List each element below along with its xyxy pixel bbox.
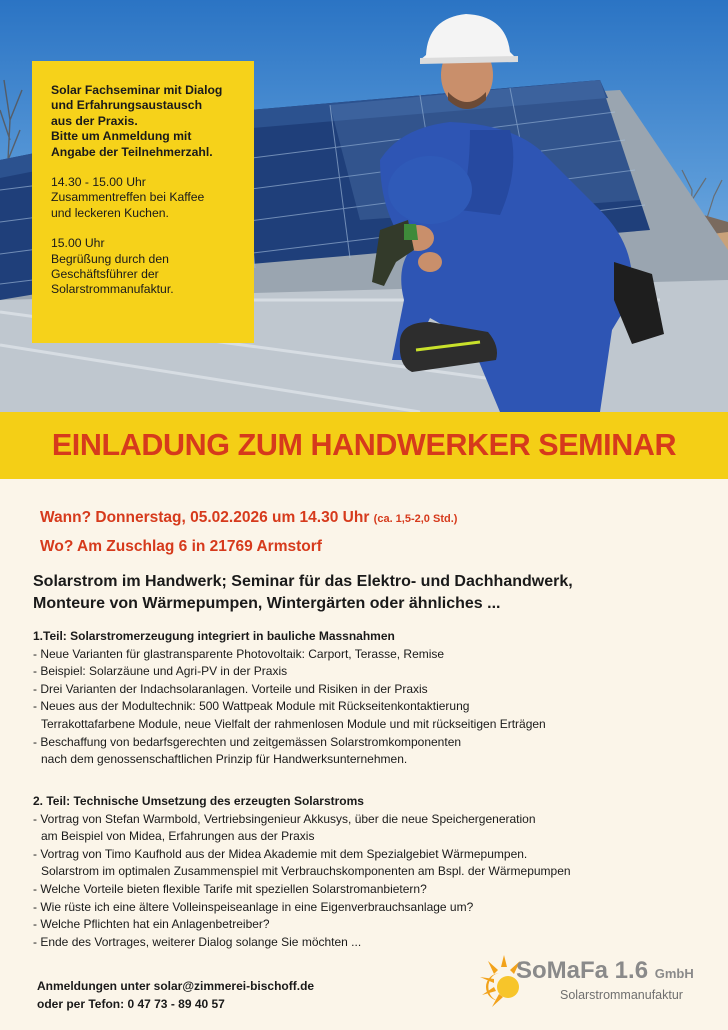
event-date: Wann? Donnerstag, 05.02.2026 um 14.30 Uhr (ca. 1,5-2,0 Std.)	[40, 509, 458, 526]
list-item: - Ende des Vortrages, weiterer Dialog solange Sie möchten ...	[33, 934, 362, 949]
list-item: - Drei Varianten der Indachsolaranlagen. Vorteile und Risiken in der Praxis	[33, 681, 428, 696]
event-location: Wo? Am Zuschlag 6 in 21769 Armstorf	[40, 538, 322, 555]
list-item: nach dem genossenschaftlichen Prinzip für Handwerksunternehmen.	[41, 752, 408, 767]
duration-note: (ca. 1,5-2,0 Std.)	[373, 513, 458, 525]
logo-tagline: Solarstrommanufaktur	[560, 988, 683, 1002]
list-item: - Beschaffung von bedarfsgerechten und zeitgemässen Solarstromkomponenten	[33, 734, 462, 749]
seminar-headline: Solarstrom im Handwerk; Seminar für das Elektro- und Dachhandwerk, Monteure von Wärmepumpen, Wintergärten oder ähnliches ...	[33, 573, 573, 612]
list-item: - Wie rüste ich eine ältere Volleinspeiseanlage in eine Eigenverbrauchsanlage um?	[33, 899, 474, 914]
list-item: Terrakottafarbene Module, neue Vielfalt der rahmenlosen Module und mit rückseitigen Erträgen	[41, 716, 546, 731]
list-item: - Neues aus der Modultechnik: 500 Wattpeak Module mit Rückseitenkontaktierung	[33, 699, 470, 714]
list-item: am Beispiel von Midea, Erfahrungen aus der Praxis	[41, 829, 315, 844]
logo-name: SoMaFa 1.6 GmbH	[516, 957, 694, 984]
company-logo	[474, 945, 714, 1015]
part-1-section	[33, 628, 713, 769]
registration-phone[interactable]: oder per Tefon: 0 47 73 - 89 40 57	[37, 997, 225, 1011]
info-intro: Solar Fachseminar mit Dialog und Erfahrungsaustausch aus der Praxis. Bitte um Anmeldung mit Angabe der Teilnehmerzahl.	[51, 83, 223, 159]
list-item: - Vortrag von Timo Kaufhold aus der Midea Akademie mit dem Spezialgebiet Wärmepumpen.	[33, 846, 528, 861]
info-welcome: 15.00 Uhr Begrüßung durch den Geschäftsführer der Solarstrommanufaktur.	[51, 236, 174, 297]
list-item: - Vortrag von Stefan Warmbold, Vertriebsingenieur Akkusys, über die neue Speichergeneration	[33, 811, 536, 826]
title-band	[0, 412, 728, 479]
part-1-heading: 1.Teil: Solarstromerzeugung integriert in bauliche Massnahmen	[33, 629, 395, 643]
list-item: - Beispiel: Solarzäune und Agri-PV in der Praxis	[33, 664, 288, 679]
info-box	[32, 61, 254, 343]
part-2-heading: 2. Teil: Technische Umsetzung des erzeugten Solarstroms	[33, 794, 364, 808]
part-2-section	[33, 793, 713, 951]
list-item: - Welche Pflichten hat ein Anlagenbetreiber?	[33, 917, 270, 932]
list-item: Solarstrom im optimalen Zusammenspiel mit Verbrauchskomponenten am Bspl. der Wärmepumpen	[41, 864, 571, 879]
info-coffee: 14.30 - 15.00 Uhr Zusammentreffen bei Kaffee und leckeren Kuchen.	[51, 175, 205, 220]
page-title: EINLADUNG ZUM HANDWERKER SEMINAR	[51, 428, 677, 462]
registration-email[interactable]: Anmeldungen unter solar@zimmerei-bischoff.de	[37, 979, 315, 993]
list-item: - Welche Vorteile bieten flexible Tarife mit speziellen Solarstromanbietern?	[33, 881, 427, 896]
contact-info	[37, 977, 314, 1013]
list-item: - Neue Varianten für glastransparente Photovoltaik: Carport, Terasse, Remise	[33, 646, 445, 661]
